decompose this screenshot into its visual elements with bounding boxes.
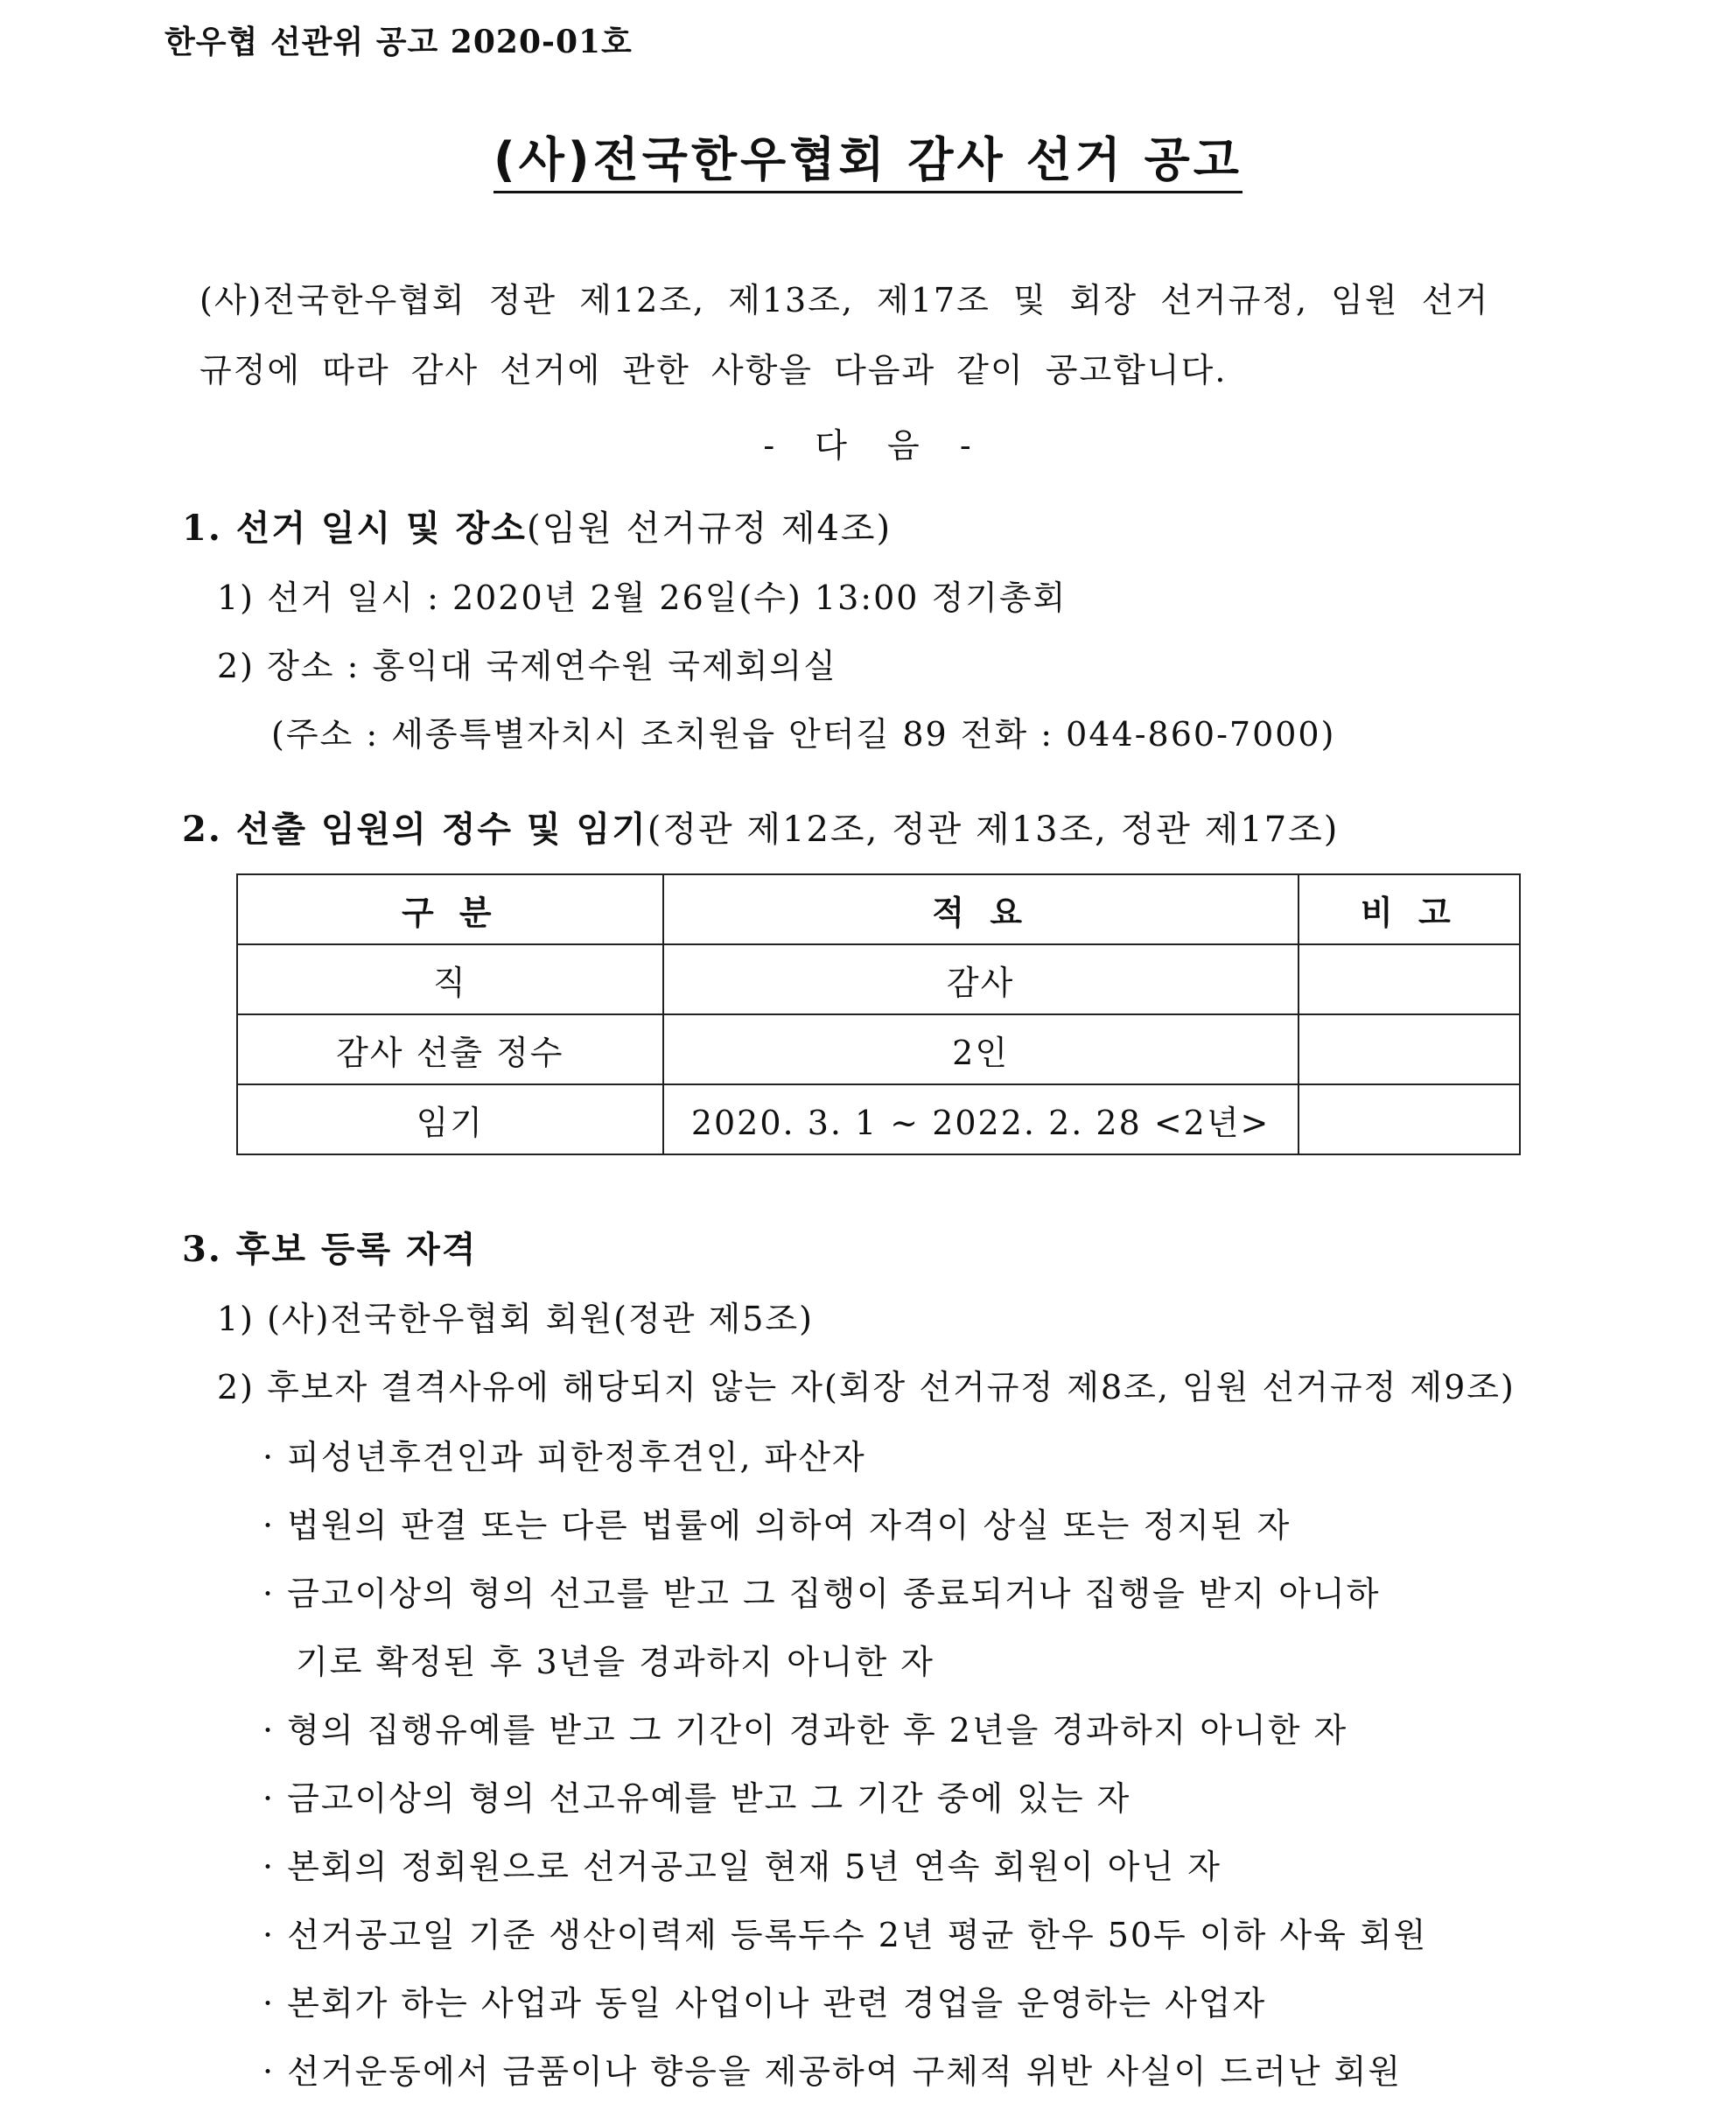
page-title xyxy=(0,123,1736,190)
separator-heading: - 다 음 - xyxy=(763,426,973,465)
section-2-note: (정관 제12조, 정관 제13조, 정관 제17조) xyxy=(647,810,1340,850)
table-cell: 직 xyxy=(237,944,663,1014)
eligibility-disqualification: 2) 후보자 결격사유에 해당되지 않는 자(회장 선거규정 제8조, 임원 선거규정 제9조) xyxy=(217,1368,1516,1406)
section-1-title: 1. 선거 일시 및 장소 xyxy=(182,508,527,549)
venue-address: (주소 : 세종특별자치시 조치원읍 안터길 89 전화 : 044-860-7000) xyxy=(271,715,1336,754)
intro-line-2: 규정에 따라 감사 선거에 관한 사항을 다음과 같이 공고합니다. xyxy=(200,351,1228,389)
table-cell: 임기 xyxy=(237,1084,663,1154)
list-item: · 본회의 정회원으로 선거공고일 현재 5년 연속 회원이 아닌 자 xyxy=(262,1848,1222,1886)
section-1-note: (임원 선거규정 제4조) xyxy=(526,508,892,549)
table-header-category: 구 분 xyxy=(237,874,663,944)
table-header-row xyxy=(237,874,1520,944)
eligibility-membership: 1) (사)전국한우협회 회원(정관 제5조) xyxy=(217,1300,814,1338)
officer-table xyxy=(236,873,1521,1155)
list-item: · 법원의 판결 또는 다른 법률에 의하여 자격이 상실 또는 정지된 자 xyxy=(262,1506,1292,1545)
table-row xyxy=(237,1084,1520,1154)
table-cell: 감사 선출 정수 xyxy=(237,1014,663,1084)
list-item: · 금고이상의 형의 선고를 받고 그 집행이 종료되거나 집행을 받지 아니하 xyxy=(262,1574,1381,1613)
table-cell xyxy=(1298,1084,1520,1154)
table-header-summary: 적 요 xyxy=(663,874,1298,944)
table-cell xyxy=(1298,944,1520,1014)
list-item: · 선거공고일 기준 생산이력제 등록두수 2년 평균 한우 50두 이하 사육 회원 xyxy=(262,1916,1428,1954)
section-3-heading xyxy=(182,1222,477,1272)
election-venue: 2) 장소 : 홍익대 국제연수원 국제회의실 xyxy=(217,647,837,685)
list-item: · 금고이상의 형의 선고유예를 받고 그 기간 중에 있는 자 xyxy=(262,1779,1131,1818)
list-item-continuation: 기로 확정된 후 3년을 경과하지 아니한 자 xyxy=(296,1643,934,1681)
list-item: · 본회가 하는 사업과 동일 사업이나 관련 경업을 운영하는 사업자 xyxy=(262,1984,1267,2023)
intro-line-1: (사)전국한우협회 정관 제12조, 제13조, 제17조 및 회장 선거규정, 임원 선거 xyxy=(200,281,1490,319)
list-item: · 형의 집행유예를 받고 그 기간이 경과한 후 2년을 경과하지 아니한 자 xyxy=(262,1711,1348,1750)
table-row xyxy=(237,1014,1520,1084)
table-row xyxy=(237,944,1520,1014)
section-3-title: 3. 후보 등록 자격 xyxy=(182,1229,478,1270)
table-cell: 2020. 3. 1 ~ 2022. 2. 28 <2년> xyxy=(663,1084,1298,1154)
section-2-title: 2. 선출 임원의 정수 및 임기 xyxy=(182,809,648,850)
table-cell xyxy=(1298,1014,1520,1084)
title-text: (사)전국한우협회 감사 선거 공고 xyxy=(494,132,1242,193)
table-cell: 2인 xyxy=(663,1014,1298,1084)
election-datetime: 1) 선거 일시 : 2020년 2월 26일(수) 13:00 정기총회 xyxy=(217,579,1068,617)
announcement-number: 한우협 선관위 공고 2020-01호 xyxy=(164,24,633,60)
list-item: · 피성년후견인과 피한정후견인, 파산자 xyxy=(262,1438,866,1476)
table-cell: 감사 xyxy=(663,944,1298,1014)
section-1-heading xyxy=(182,501,892,551)
list-item: · 선거운동에서 금품이나 향응을 제공하여 구체적 위반 사실이 드러난 회원 xyxy=(262,2052,1403,2091)
table-header-remarks: 비 고 xyxy=(1298,874,1520,944)
section-2-heading xyxy=(182,802,1339,852)
